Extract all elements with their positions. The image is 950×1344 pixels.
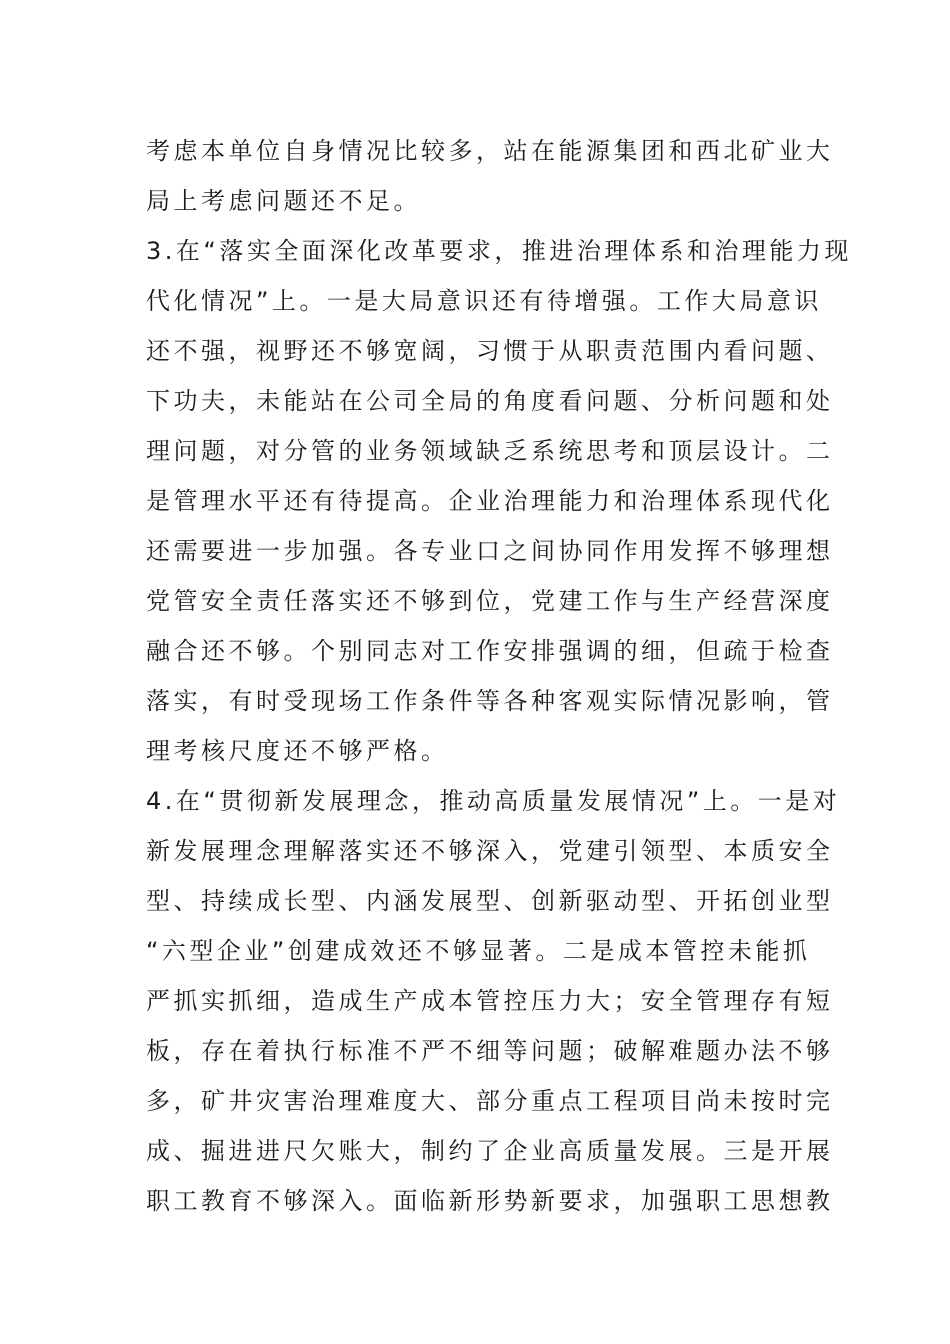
text-line: 考虑本单位自身情况比较多，站在能源集团和西北矿业大 (146, 137, 834, 165)
text-line: 下功夫，未能站在公司全局的角度看问题、分析问题和处 (146, 387, 834, 415)
text-line: 落实，有时受现场工作条件等各种客观实际情况影响，管 (146, 687, 834, 715)
text-line: 职工教育不够深入。面临新形势新要求，加强职工思想教 (146, 1187, 834, 1215)
document-body (146, 126, 852, 1226)
text-line: 理考核尺度还不够严格。 (146, 737, 449, 765)
text-line: 是管理水平还有待提高。企业治理能力和治理体系现代化 (146, 487, 834, 515)
text-line: 多，矿井灾害治理难度大、部分重点工程项目尚未按时完 (146, 1087, 834, 1115)
text-line: 代化情况”上。一是大局意识还有待增强。工作大局意识 (146, 287, 822, 315)
text-line: “六型企业”创建成效还不够显著。二是成本管控未能抓 (146, 937, 811, 965)
text-line: 理问题，对分管的业务领域缺乏系统思考和顶层设计。二 (146, 437, 834, 465)
text-line: 新发展理念理解落实还不够深入，党建引领型、本质安全 (146, 837, 834, 865)
text-line: 还需要进一步加强。各专业口之间协同作用发挥不够理想 (146, 537, 834, 565)
text-line: 4.在“贯彻新发展理念，推动高质量发展情况”上。一是对 (146, 787, 841, 815)
text-line: 板，存在着执行标准不严不细等问题；破解难题办法不够 (146, 1037, 834, 1065)
text-line: 型、持续成长型、内涵发展型、创新驱动型、开拓创业型 (146, 887, 834, 915)
text-line: 局上考虑问题还不足。 (146, 187, 421, 215)
text-line: 3.在“落实全面深化改革要求，推进治理体系和治理能力现 (146, 237, 852, 265)
text-line: 成、掘进进尺欠账大，制约了企业高质量发展。三是开展 (146, 1137, 834, 1165)
text-line: 还不强，视野还不够宽阔，习惯于从职责范围内看问题、 (146, 337, 834, 365)
text-line: 融合还不够。个别同志对工作安排强调的细，但疏于检查 (146, 637, 834, 665)
text-line: 党管安全责任落实还不够到位，党建工作与生产经营深度 (146, 587, 834, 615)
text-line: 严抓实抓细，造成生产成本管控压力大；安全管理存有短 (146, 987, 834, 1015)
